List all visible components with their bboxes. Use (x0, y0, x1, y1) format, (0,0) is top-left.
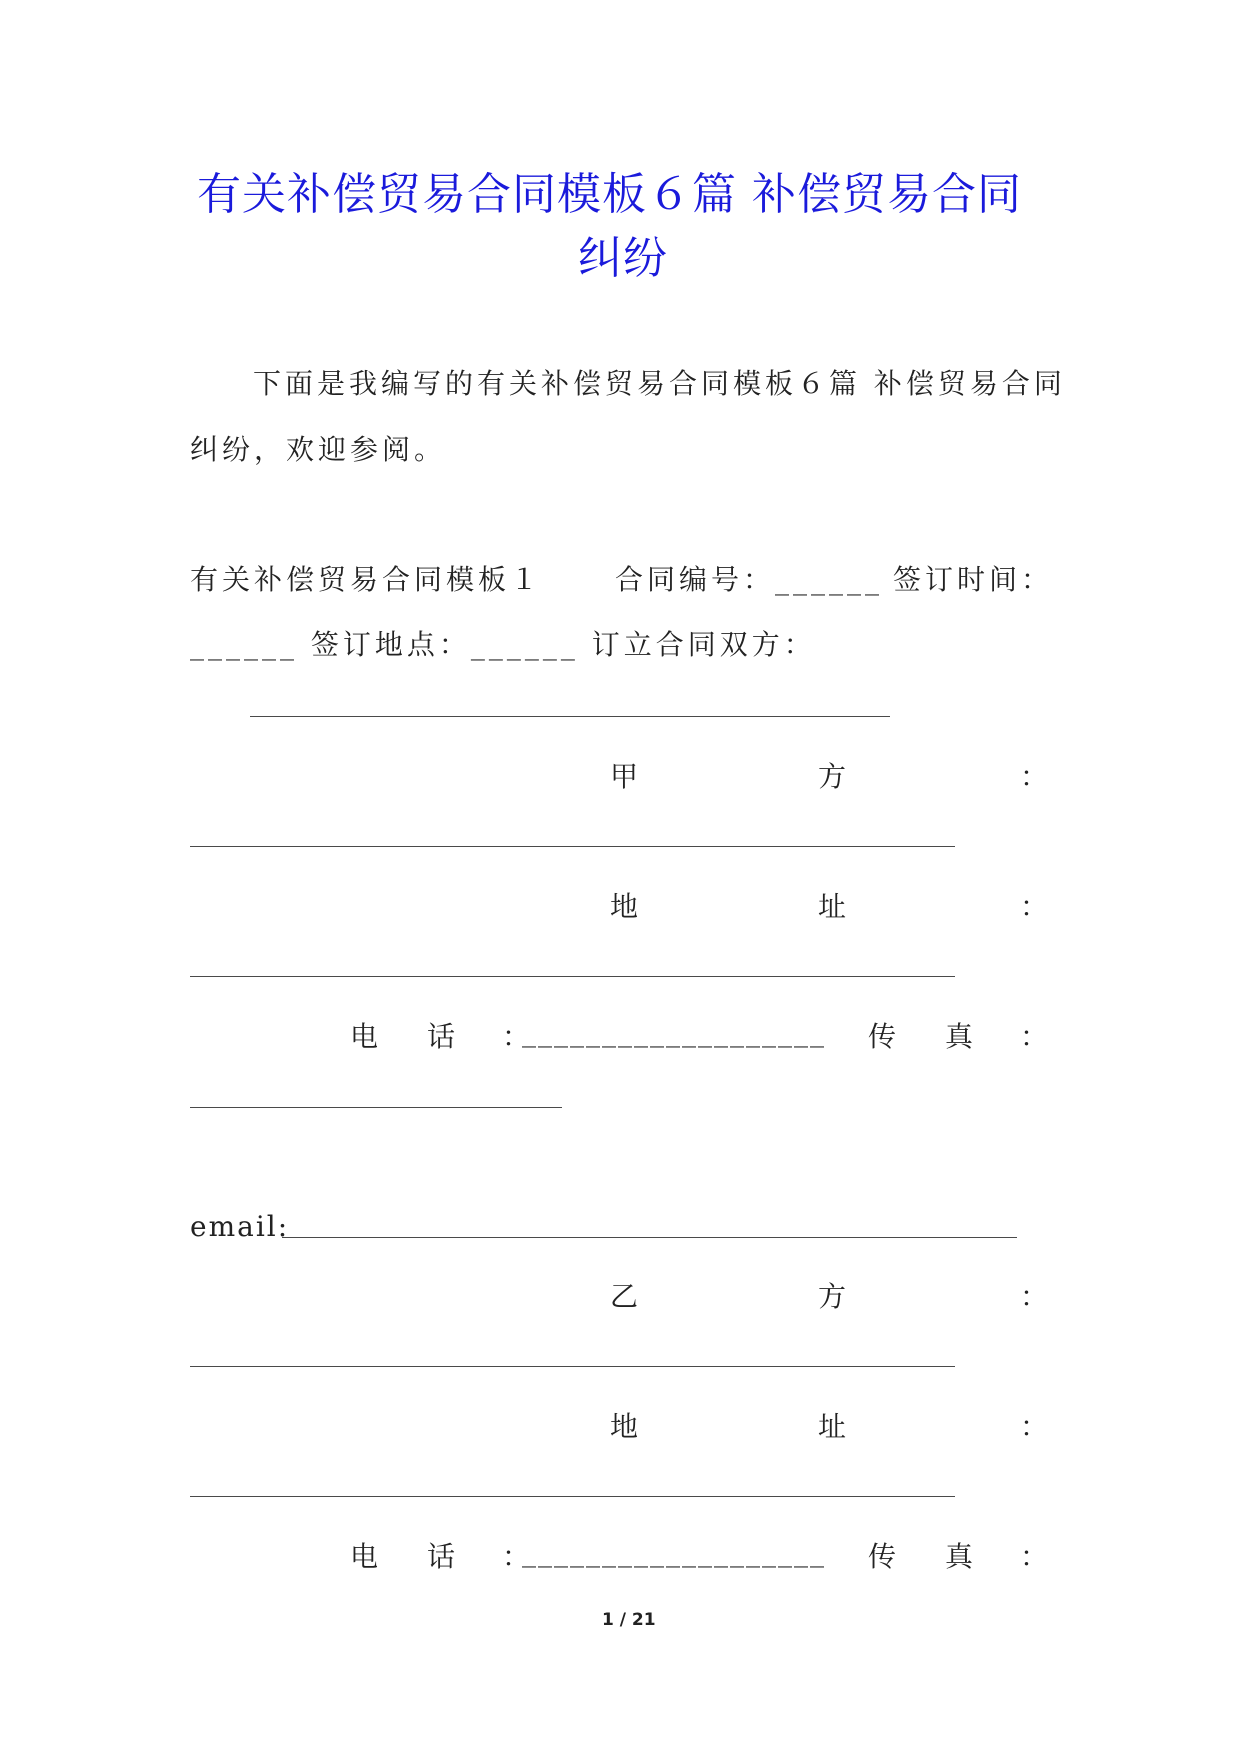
party-b-fax-char-2: 真 (945, 1540, 978, 1573)
party-b-phone-char-1: 电 (350, 1540, 383, 1573)
party-b-phone-colon: ： (502, 1540, 533, 1573)
document-title-line-1: 有关补偿贸易合同模板６篇 补偿贸易合同 (197, 169, 1022, 220)
intro-line-1: 下面是我编写的有关补偿贸易合同模板６篇 补偿贸易合同 (253, 367, 1066, 400)
party-a-fax-blank-line (190, 1107, 562, 1108)
party-a-fax-colon: ： (1020, 1020, 1053, 1053)
document-title-line-2: 纠纷 (578, 233, 668, 284)
party-b-colon: ： (1020, 1280, 1053, 1313)
party-b-address-char-1: 地 (610, 1410, 643, 1443)
blank-line (250, 716, 890, 717)
party-a-address-char-2: 址 (818, 890, 851, 923)
party-b-address-char-2: 址 (818, 1410, 851, 1443)
party-b-phone-char-2: 话 (427, 1540, 460, 1573)
party-b-char-1: 乙 (610, 1280, 643, 1313)
party-b-address-blank-line (190, 1496, 955, 1497)
party-b-fax-colon: ： (1020, 1540, 1053, 1573)
party-a-blank-line (190, 846, 955, 847)
party-b-blank-line (190, 1366, 955, 1367)
party-a-address-blank-line (190, 976, 955, 977)
party-a-phone-char-1: 电 (350, 1020, 383, 1053)
party-b-phone-blank: ___________________ (522, 1535, 826, 1568)
party-a-char-1: 甲 (610, 760, 643, 793)
party-b-address-colon: ： (1020, 1410, 1053, 1443)
party-a-colon: ： (1020, 760, 1053, 793)
party-a-address-colon: ： (1020, 890, 1053, 923)
page-number: 1 / 21 (602, 1610, 656, 1630)
sign-time-label: 签订时间： (893, 563, 1054, 596)
contract-line-2: ______ 签订地点：______ 订立合同双方： (190, 628, 816, 661)
contract-number-label: 合同编号：______ (615, 563, 884, 596)
party-a-email-blank-line (282, 1237, 1017, 1238)
party-b-char-2: 方 (818, 1280, 851, 1313)
party-a-phone-colon: ： (502, 1020, 533, 1053)
party-a-char-2: 方 (818, 760, 851, 793)
party-a-fax-char-2: 真 (945, 1020, 978, 1053)
party-a-fax-char-1: 传 (868, 1020, 901, 1053)
party-a-phone-char-2: 话 (427, 1020, 460, 1053)
intro-line-2: 纠纷，欢迎参阅。 (190, 433, 447, 466)
party-b-fax-char-1: 传 (868, 1540, 901, 1573)
contract-heading: 有关补偿贸易合同模板１ (190, 563, 543, 596)
party-a-phone-blank: ___________________ (522, 1015, 826, 1048)
party-a-address-char-1: 地 (610, 890, 643, 923)
party-a-email-label: email: (190, 1210, 290, 1243)
